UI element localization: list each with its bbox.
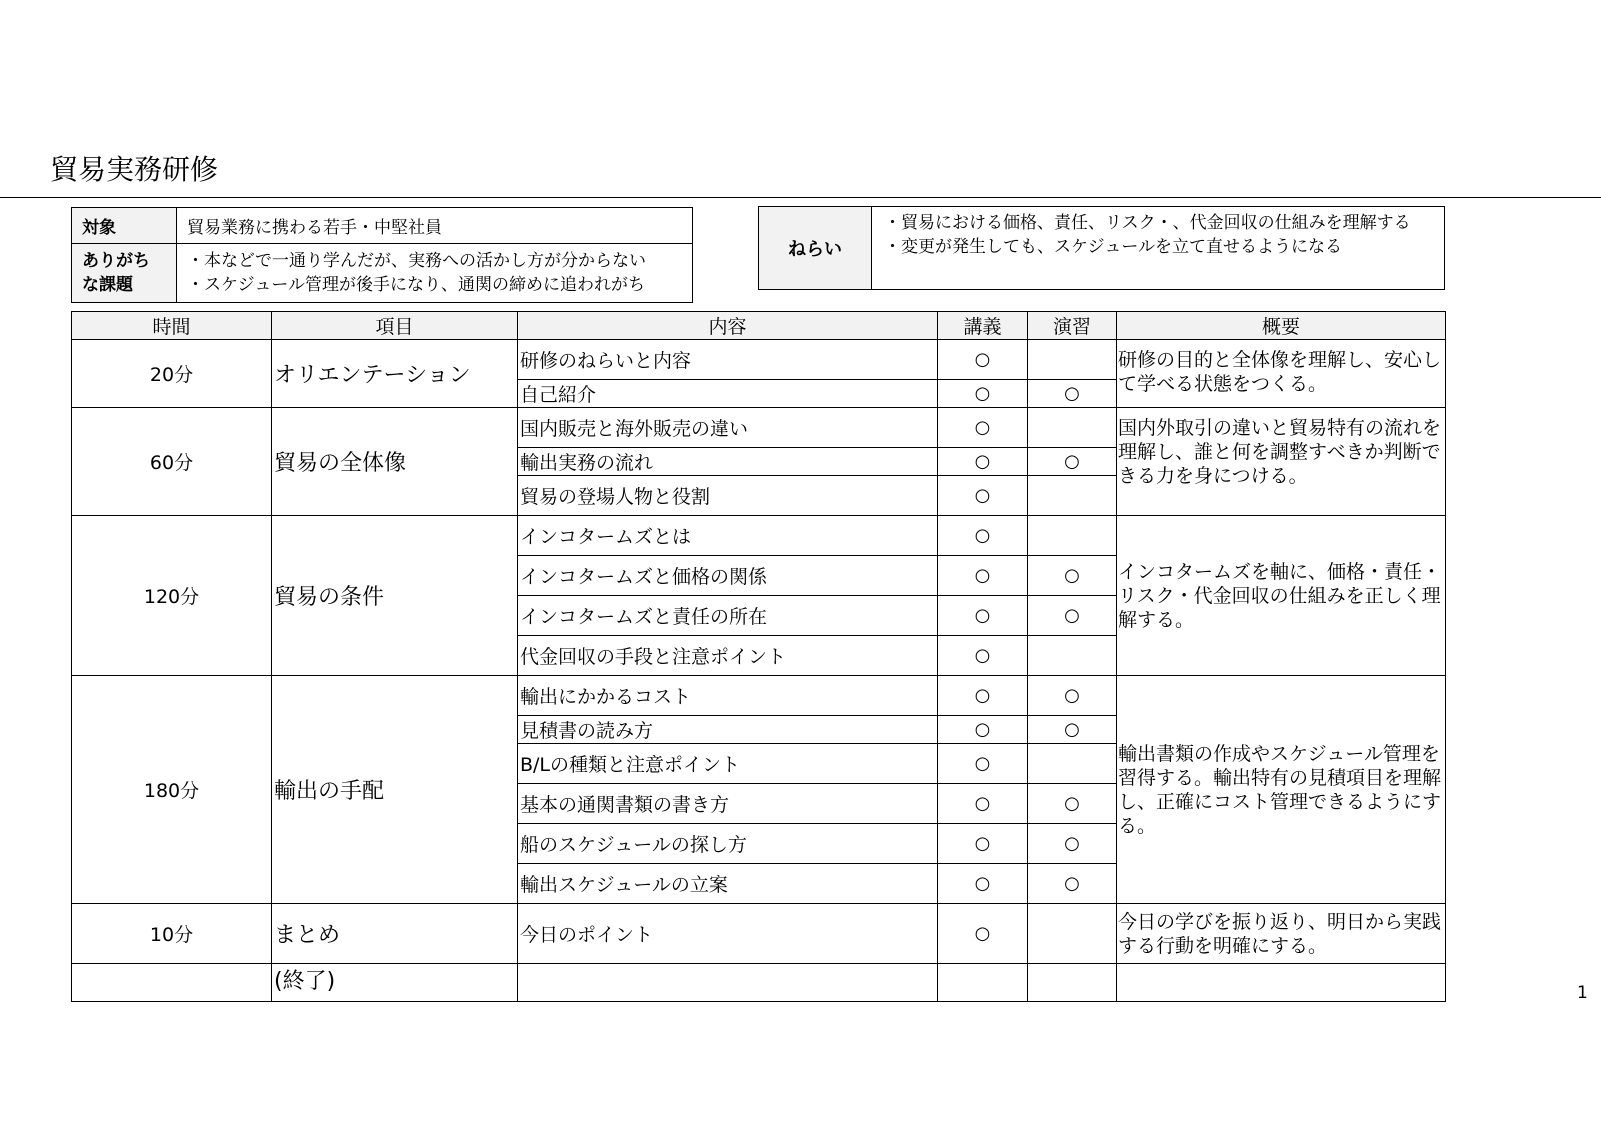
lecture-mark: ○	[938, 716, 1028, 744]
content-cell: 今日のポイント	[518, 904, 938, 964]
page-number: 1	[1577, 983, 1588, 1003]
lecture-mark: ○	[938, 448, 1028, 476]
lecture-mark: ○	[938, 824, 1028, 864]
table-row	[72, 340, 1446, 380]
header-lecture: 講義	[938, 312, 1028, 340]
content-cell: インコタームズと責任の所在	[518, 596, 938, 636]
content-cell: 自己紹介	[518, 380, 938, 408]
schedule-table	[71, 311, 1446, 1002]
exercise-mark: ○	[1028, 596, 1117, 636]
lecture-mark: ○	[938, 636, 1028, 676]
exercise-mark: ○	[1028, 864, 1117, 904]
exercise-mark: ○	[1028, 676, 1117, 716]
item-cell: まとめ	[272, 904, 518, 964]
lecture-mark: ○	[938, 784, 1028, 824]
header-summary: 概要	[1117, 312, 1446, 340]
content-cell: インコタームズとは	[518, 516, 938, 556]
exercise-mark	[1028, 408, 1117, 448]
table-header-row	[72, 312, 1446, 340]
content-cell: 見積書の読み方	[518, 716, 938, 744]
aim-line: ・貿易における価格、責任、リスク・、代金回収の仕組みを理解する	[884, 213, 1411, 233]
content-cell: インコタームズと価格の関係	[518, 556, 938, 596]
lecture-mark: ○	[938, 596, 1028, 636]
content-cell: 輸出スケジュールの立案	[518, 864, 938, 904]
time-cell: 180分	[72, 676, 272, 904]
time-cell: 10分	[72, 904, 272, 964]
content-cell: 船のスケジュールの探し方	[518, 824, 938, 864]
issue-line: ・スケジュール管理が後手になり、通関の締めに追われがち	[187, 275, 645, 295]
exercise-mark	[1028, 476, 1117, 516]
exercise-mark: ○	[1028, 448, 1117, 476]
issue-value	[177, 244, 693, 303]
exercise-mark: ○	[1028, 824, 1117, 864]
exercise-mark	[1028, 516, 1117, 556]
lecture-mark: ○	[938, 476, 1028, 516]
target-info-box	[71, 207, 693, 303]
aim-label: ねらい	[758, 206, 872, 290]
summary-cell: インコタームズを軸に、価格・責任・リスク・代金回収の仕組みを正しく理解する。	[1117, 516, 1446, 676]
exercise-mark: ○	[1028, 380, 1117, 408]
item-cell: オリエンテーション	[272, 340, 518, 408]
time-cell	[72, 964, 272, 1002]
lecture-mark: ○	[938, 904, 1028, 964]
title-divider	[0, 197, 1601, 198]
header-content: 内容	[518, 312, 938, 340]
table-row	[72, 676, 1446, 716]
content-cell: B/Lの種類と注意ポイント	[518, 744, 938, 784]
time-cell: 20分	[72, 340, 272, 408]
target-label: 対象	[72, 208, 177, 244]
exercise-mark: ○	[1028, 556, 1117, 596]
lecture-mark: ○	[938, 744, 1028, 784]
table-row	[72, 408, 1446, 448]
table-row	[72, 904, 1446, 964]
issue-label-line: ありがち	[82, 251, 150, 271]
header-time: 時間	[72, 312, 272, 340]
summary-cell	[1117, 964, 1446, 1002]
content-cell: 輸出にかかるコスト	[518, 676, 938, 716]
time-cell: 120分	[72, 516, 272, 676]
item-cell: 貿易の条件	[272, 516, 518, 676]
summary-cell: 今日の学びを振り返り、明日から実践する行動を明確にする。	[1117, 904, 1446, 964]
content-cell: 代金回収の手段と注意ポイント	[518, 636, 938, 676]
issue-line: ・本などで一通り学んだが、実務への活かし方が分からない	[187, 251, 646, 271]
content-cell: 輸出実務の流れ	[518, 448, 938, 476]
exercise-mark	[1028, 744, 1117, 784]
issue-label-line: な課題	[82, 275, 133, 295]
summary-cell: 輸出書類の作成やスケジュール管理を習得する。輸出特有の見積項目を理解し、正確にコスト管理できるようにする。	[1117, 676, 1446, 904]
summary-cell: 国内外取引の違いと貿易特有の流れを理解し、誰と何を調整すべきか判断できる力を身につける。	[1117, 408, 1446, 516]
lecture-mark: ○	[938, 516, 1028, 556]
page-title: 貿易実務研修	[50, 153, 219, 186]
content-cell: 貿易の登場人物と役割	[518, 476, 938, 516]
issue-label	[72, 244, 177, 303]
item-cell: (終了)	[272, 964, 518, 1002]
content-cell: 国内販売と海外販売の違い	[518, 408, 938, 448]
aim-line: ・変更が発生しても、スケジュールを立て直せるようになる	[884, 237, 1342, 257]
lecture-mark: ○	[938, 556, 1028, 596]
time-cell: 60分	[72, 408, 272, 516]
lecture-mark: ○	[938, 864, 1028, 904]
content-cell: 研修のねらいと内容	[518, 340, 938, 380]
content-cell	[518, 964, 938, 1002]
lecture-mark: ○	[938, 340, 1028, 380]
exercise-mark	[1028, 964, 1117, 1002]
exercise-mark: ○	[1028, 716, 1117, 744]
header-exercise: 演習	[1028, 312, 1117, 340]
exercise-mark: ○	[1028, 784, 1117, 824]
item-cell: 貿易の全体像	[272, 408, 518, 516]
exercise-mark	[1028, 340, 1117, 380]
table-row	[72, 516, 1446, 556]
content-cell: 基本の通関書類の書き方	[518, 784, 938, 824]
lecture-mark: ○	[938, 380, 1028, 408]
exercise-mark	[1028, 904, 1117, 964]
lecture-mark	[938, 964, 1028, 1002]
header-item: 項目	[272, 312, 518, 340]
target-value: 貿易業務に携わる若手・中堅社員	[177, 208, 693, 244]
summary-cell: 研修の目的と全体像を理解し、安心して学べる状態をつくる。	[1117, 340, 1446, 408]
exercise-mark	[1028, 636, 1117, 676]
aim-text	[871, 206, 1445, 290]
item-cell: 輸出の手配	[272, 676, 518, 904]
table-row	[72, 964, 1446, 1002]
lecture-mark: ○	[938, 408, 1028, 448]
lecture-mark: ○	[938, 676, 1028, 716]
